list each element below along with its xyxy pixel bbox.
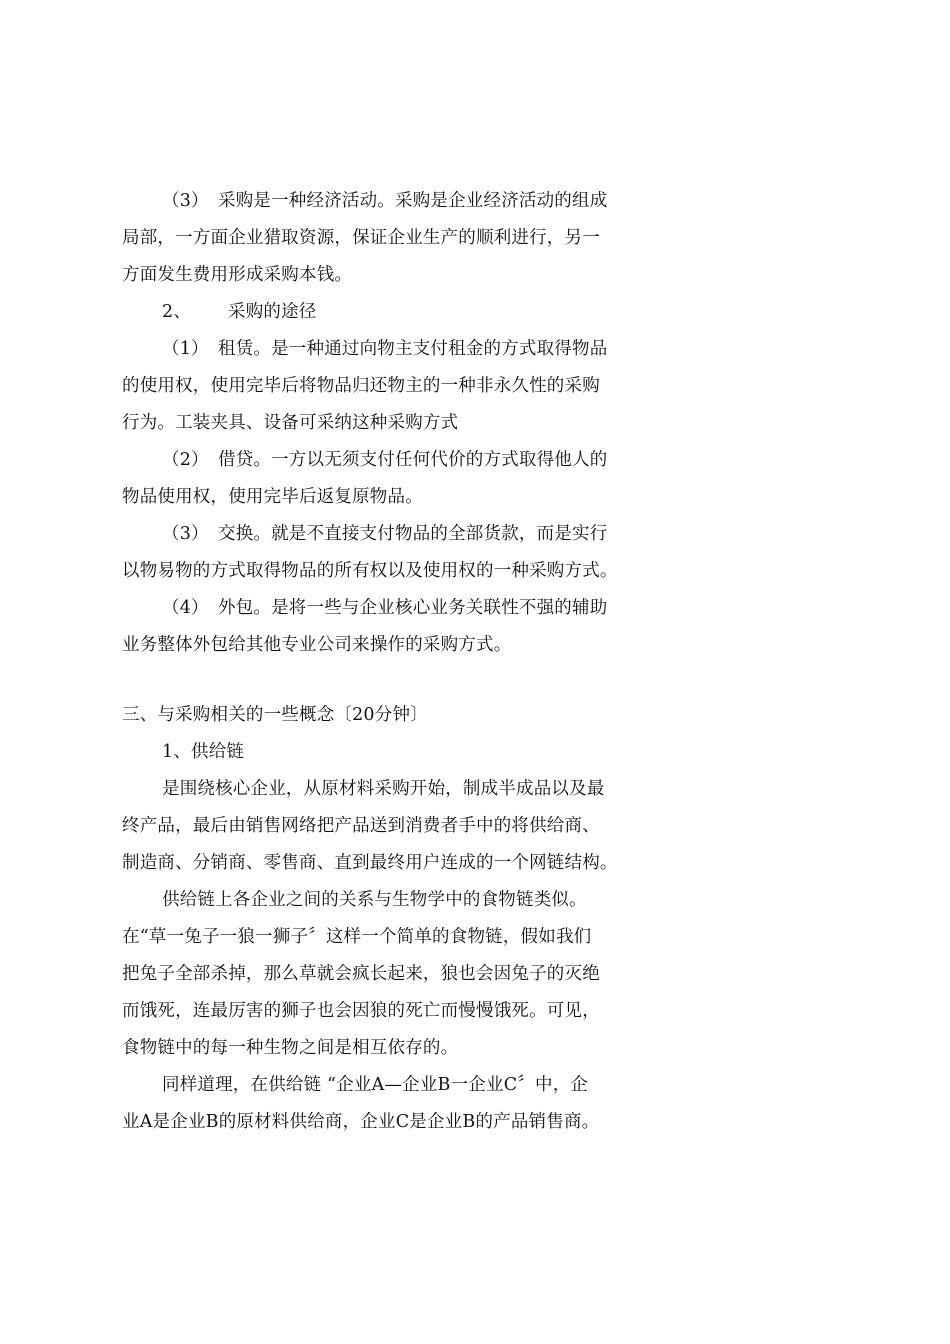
- text-line: 把兔子全部杀掉，那么草就会疯长起来，狼也会因兔子的灭绝: [122, 964, 600, 984]
- section-heading: [162, 300, 702, 324]
- text-line: 同样道理，在供给链 “企业A—企业B一企业C〞中，企: [162, 1075, 589, 1095]
- text-line: 采购是一种经济活动。采购是企业经济活动的组成: [218, 191, 608, 211]
- paragraph-line: [162, 596, 702, 620]
- text-line: 制造商、分销商、零售商、直到最终用户连成的一个网链结构。: [122, 853, 618, 873]
- item-number: （1）: [162, 339, 209, 359]
- paragraph-line: [162, 522, 702, 546]
- text-line: 借贷。一方以无须支付任何代价的方式取得他人的: [218, 450, 608, 470]
- section-number: 2、: [162, 302, 192, 322]
- item-number: （4）: [162, 598, 209, 618]
- text-line: 是围绕核心企业，从原材料采购开始，制成半成品以及最: [162, 779, 605, 799]
- text-line: 而饿死，连最厉害的狮子也会因狼的死亡而慢慢饿死。可见，: [122, 1001, 600, 1021]
- section-title: 采购的途径: [228, 302, 317, 322]
- paragraph-line: [162, 337, 702, 361]
- text-line: 交换。就是不直接支付物品的全部货款，而是实行: [218, 524, 608, 544]
- text-line: 业A是企业B的原材料供给商，企业C是企业B的产品销售商。: [122, 1112, 600, 1132]
- item-number: （3）: [162, 524, 209, 544]
- text-line: 租赁。是一种通过向物主支付租金的方式取得物品: [218, 339, 608, 359]
- item-number: （3）: [162, 191, 209, 211]
- paragraph-line: [162, 189, 702, 213]
- text-line: 方面发生费用形成采购本钱。: [122, 265, 353, 285]
- text-line: 以物易物的方式取得物品的所有权以及使用权的一种采购方式。: [122, 561, 618, 581]
- text-line: 供给链上各企业之间的关系与生物学中的食物链类似。: [162, 890, 587, 910]
- subsection-heading: 1、供给链: [162, 742, 245, 762]
- text-line: 局部，一方面企业猎取资源，保证企业生产的顺利进行，另一: [122, 228, 600, 248]
- text-line: 外包。是将一些与企业核心业务关联性不强的辅助: [218, 598, 608, 618]
- text-line: 终产品，最后由销售网络把产品送到消费者手中的将供给商、: [122, 816, 600, 836]
- text-line: 行为。工装夹具、设备可采纳这种采购方式: [122, 413, 459, 433]
- paragraph-line: [162, 448, 702, 472]
- text-line: 食物链中的每一种生物之间是相互依存的。: [122, 1038, 459, 1058]
- text-line: 在“草一兔子一狼一狮子〞这样一个简单的食物链，假如我们: [122, 927, 592, 947]
- text-line: 物品使用权，使用完毕后返复原物品。: [122, 487, 423, 507]
- text-line: 的使用权，使用完毕后将物品归还物主的一种非永久性的采购: [122, 376, 600, 396]
- item-number: （2）: [162, 450, 209, 470]
- text-line: 业务整体外包给其他专业公司来操作的采购方式。: [122, 635, 512, 655]
- chapter-heading: 三、与采购相关的一些概念〔20分钟〕: [122, 705, 428, 725]
